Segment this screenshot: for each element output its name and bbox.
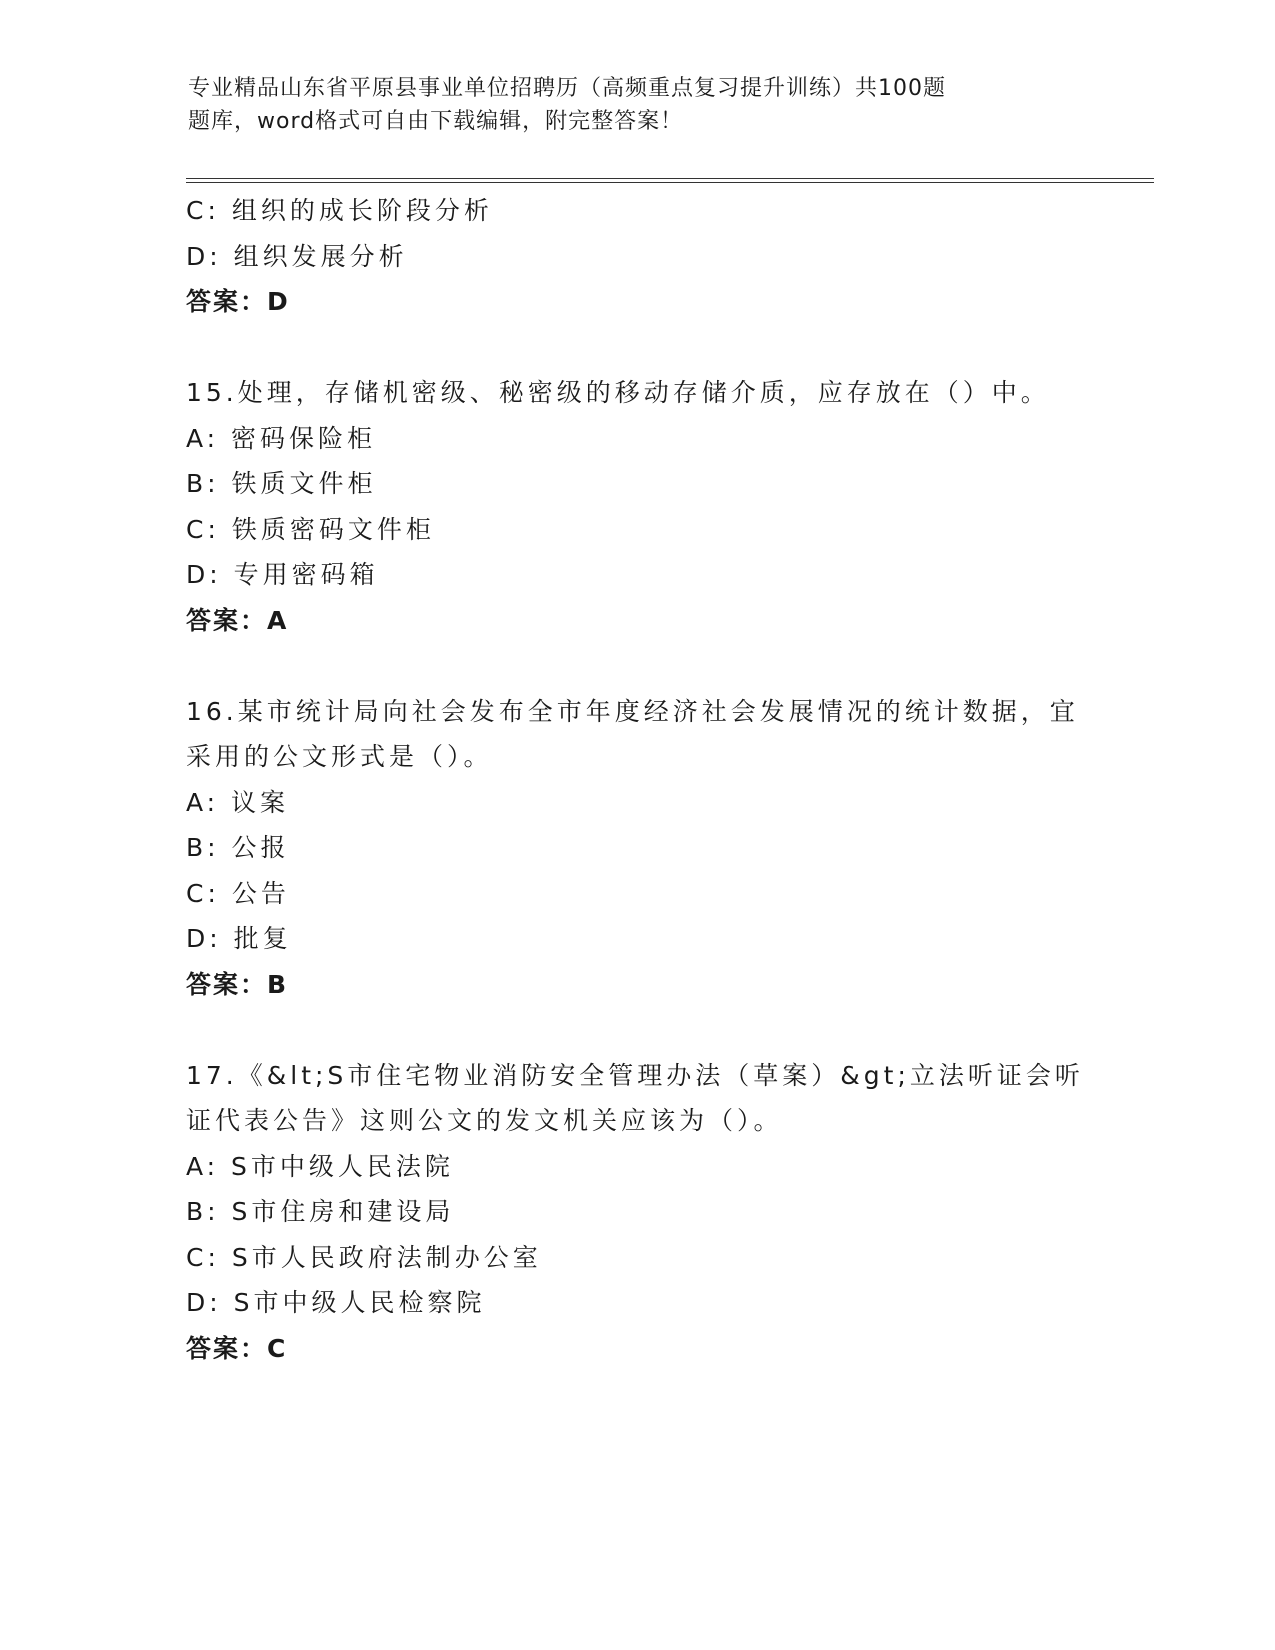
question-stem: 17.《&lt;S市住宅物业消防安全管理办法（草案）&gt;立法听证会听 xyxy=(186,1060,1084,1090)
option-c: C: 组织的成长阶段分析 xyxy=(186,196,493,225)
header-title-line-1: 专业精品山东省平原县事业单位招聘历（高频重点复习提升训练）共100题 xyxy=(188,76,946,101)
option-c: C: 公告 xyxy=(186,878,290,908)
spacer xyxy=(186,325,1086,371)
answer-line: 答案：D xyxy=(186,287,290,316)
header-divider-bottom xyxy=(186,182,1154,183)
answer-line: 答案：C xyxy=(186,1333,288,1363)
document-header xyxy=(188,72,1028,138)
option-c: C: 铁质密码文件柜 xyxy=(186,514,435,544)
header-title-line-2: 题库，word格式可自由下载编辑，附完整答案！ xyxy=(188,109,684,134)
spacer xyxy=(186,1007,1086,1053)
option-a: A: 议案 xyxy=(186,787,290,817)
question-stem-continued: 证代表公告》这则公文的发文机关应该为（）。 xyxy=(186,1106,783,1135)
spacer xyxy=(186,643,1086,689)
option-d: D: 批复 xyxy=(186,924,292,953)
question-stem-continued: 采用的公文形式是（）。 xyxy=(186,742,493,771)
question-stem: 15.处理，存储机密级、秘密级的移动存储介质，应存放在（）中。 xyxy=(186,378,1050,407)
option-b: B: S市住房和建设局 xyxy=(186,1197,455,1226)
option-a: A: 密码保险柜 xyxy=(186,423,377,453)
answer-line: 答案：B xyxy=(186,969,289,999)
document-body xyxy=(186,188,1086,1371)
option-d: D: 组织发展分析 xyxy=(186,241,408,271)
option-b: B: 铁质文件柜 xyxy=(186,469,377,498)
question-15 xyxy=(186,370,1086,643)
option-d: D: S市中级人民检察院 xyxy=(186,1288,486,1317)
question-stem: 16.某市统计局向社会发布全市年度经济社会发展情况的统计数据，宜 xyxy=(186,696,1079,726)
option-d: D: 专用密码箱 xyxy=(186,560,379,589)
question-14-continued xyxy=(186,188,1086,325)
header-divider-top xyxy=(186,178,1154,179)
option-c: C: S市人民政府法制办公室 xyxy=(186,1242,542,1272)
question-17 xyxy=(186,1053,1086,1372)
option-b: B: 公报 xyxy=(186,833,290,862)
option-a: A: S市中级人民法院 xyxy=(186,1151,454,1181)
answer-line: 答案：A xyxy=(186,605,289,635)
question-16 xyxy=(186,689,1086,1008)
